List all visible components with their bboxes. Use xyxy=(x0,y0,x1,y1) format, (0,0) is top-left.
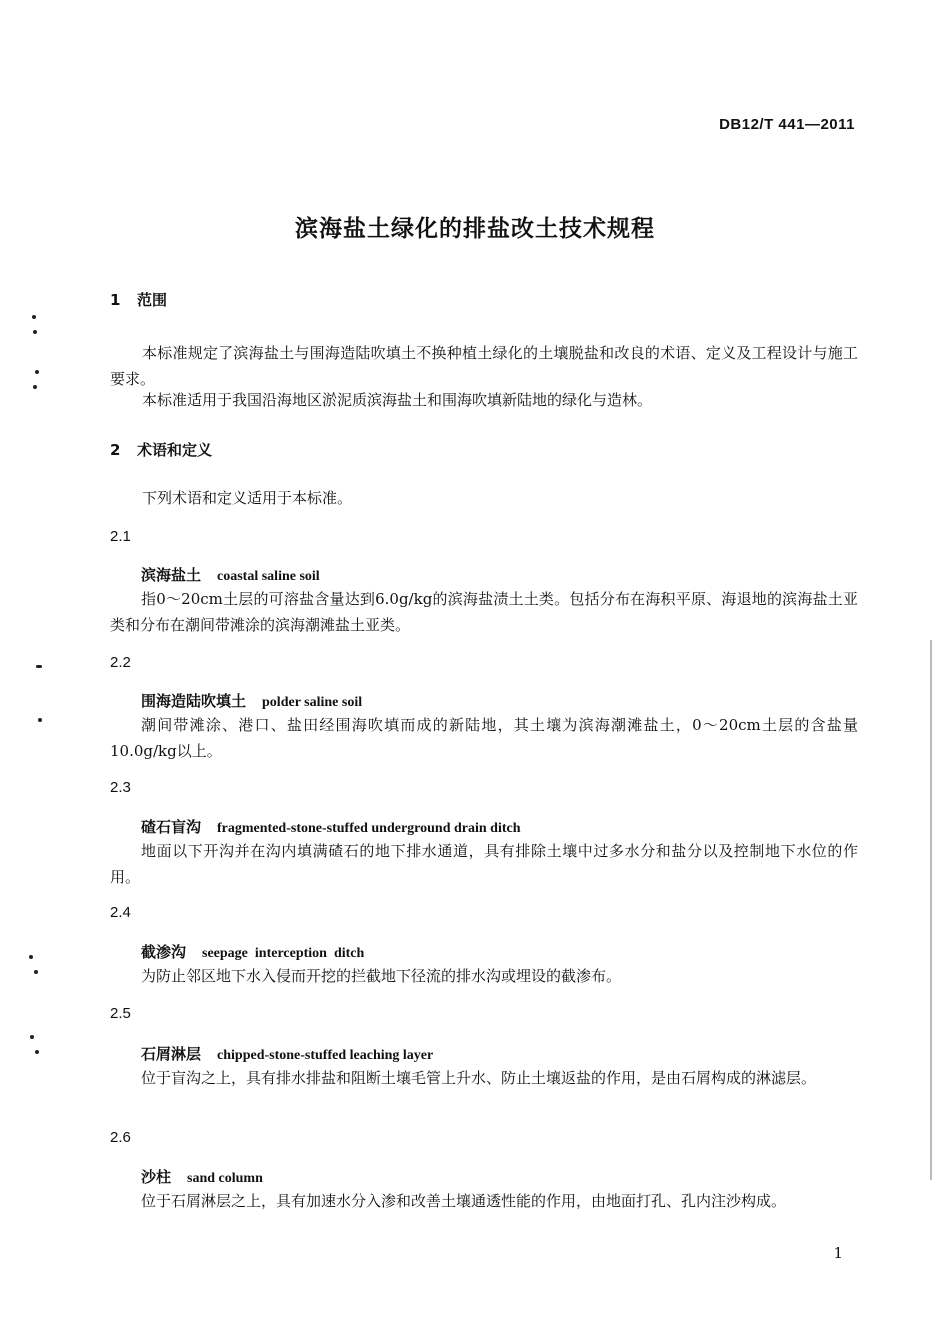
section-2-heading xyxy=(110,439,212,460)
term-definition: 潮间带滩涂、港口、盐田经围海吹填而成的新陆地，其土壤为滨海潮滩盐土，0～20cm土层的含盐量10.0g/kg以上。 xyxy=(110,716,858,760)
terms-intro: 下列术语和定义适用于本标准。 xyxy=(142,489,353,507)
term-definition: 指0～20cm土层的可溶盐含量达到6.0g/kg的滨海盐渍土土类。包括分布在海积平原、海退地的滨海盐土亚类和分布在潮间带滩涂的滨海潮滩盐土亚类。 xyxy=(110,590,858,634)
term-definition: 地面以下开沟并在沟内填满碴石的地下排水通道，具有排除土壤中过多水分和盐分以及控制地下水位的作用。 xyxy=(110,842,858,886)
scan-speck xyxy=(35,370,39,374)
scan-speck xyxy=(29,955,33,959)
scan-speck xyxy=(38,718,42,722)
term-definition: 位于石屑淋层之上，具有加速水分入渗和改善土壤通透性能的作用，由地面打孔、孔内注沙构成。 xyxy=(141,1192,787,1210)
term-number: 2.1 xyxy=(110,528,131,545)
term-en: seepage interception ditch xyxy=(202,946,365,961)
standard-code: DB12/T 441—2011 xyxy=(719,116,855,133)
scan-speck xyxy=(35,1050,39,1054)
term-definition: 位于盲沟之上，具有排水排盐和阻断土壤毛管上升水、防止土壤返盐的作用，是由石屑构成的淋滤层。 xyxy=(141,1069,817,1087)
term-heading xyxy=(141,690,362,711)
term-heading xyxy=(141,564,320,585)
section-title: 范围 xyxy=(137,291,168,309)
section-number: 2 xyxy=(110,441,121,459)
term-number: 2.5 xyxy=(110,1005,131,1022)
term-zh: 沙柱 xyxy=(141,1168,172,1186)
document-title: 滨海盐土绿化的排盐改土技术规程 xyxy=(295,216,655,242)
term-heading xyxy=(141,1043,433,1064)
section-number: 1 xyxy=(110,291,121,309)
term-number: 2.4 xyxy=(110,904,131,921)
term-heading xyxy=(141,1166,263,1187)
scan-speck xyxy=(36,665,42,668)
scope-paragraph-1: 本标准规定了滨海盐土与围海造陆吹填土不换种植土绿化的土壤脱盐和改良的术语、定义及工程设计与施工要求。 xyxy=(110,344,858,388)
scope-paragraph-2: 本标准适用于我国沿海地区淤泥质滨海盐土和围海吹填新陆地的绿化与造林。 xyxy=(142,391,653,409)
section-1-heading xyxy=(110,289,167,310)
term-zh: 围海造陆吹填土 xyxy=(141,692,247,710)
term-number: 2.6 xyxy=(110,1129,131,1146)
term-heading xyxy=(141,941,364,962)
term-zh: 滨海盐土 xyxy=(141,566,202,584)
term-zh: 石屑淋层 xyxy=(141,1045,202,1063)
scan-speck xyxy=(32,315,36,319)
term-number: 2.3 xyxy=(110,779,131,796)
scan-speck xyxy=(34,970,38,974)
term-en: coastal saline soil xyxy=(217,569,320,584)
term-zh: 碴石盲沟 xyxy=(141,818,202,836)
scan-speck xyxy=(30,1035,34,1039)
scan-speck xyxy=(33,330,37,334)
term-zh: 截渗沟 xyxy=(141,943,187,961)
term-heading xyxy=(141,816,521,837)
section-title: 术语和定义 xyxy=(137,441,213,459)
term-en: chipped-stone-stuffed leaching layer xyxy=(217,1048,434,1063)
scan-speck xyxy=(33,385,37,389)
term-en: sand column xyxy=(187,1171,263,1186)
term-en: polder saline soil xyxy=(262,695,363,710)
scan-edge-shadow xyxy=(930,640,932,1180)
term-number: 2.2 xyxy=(110,654,131,671)
page-number: 1 xyxy=(833,1244,843,1262)
term-en: fragmented-stone-stuffed underground drain ditch xyxy=(217,821,521,836)
term-definition: 为防止邻区地下水入侵而开挖的拦截地下径流的排水沟或埋设的截渗布。 xyxy=(141,967,622,985)
